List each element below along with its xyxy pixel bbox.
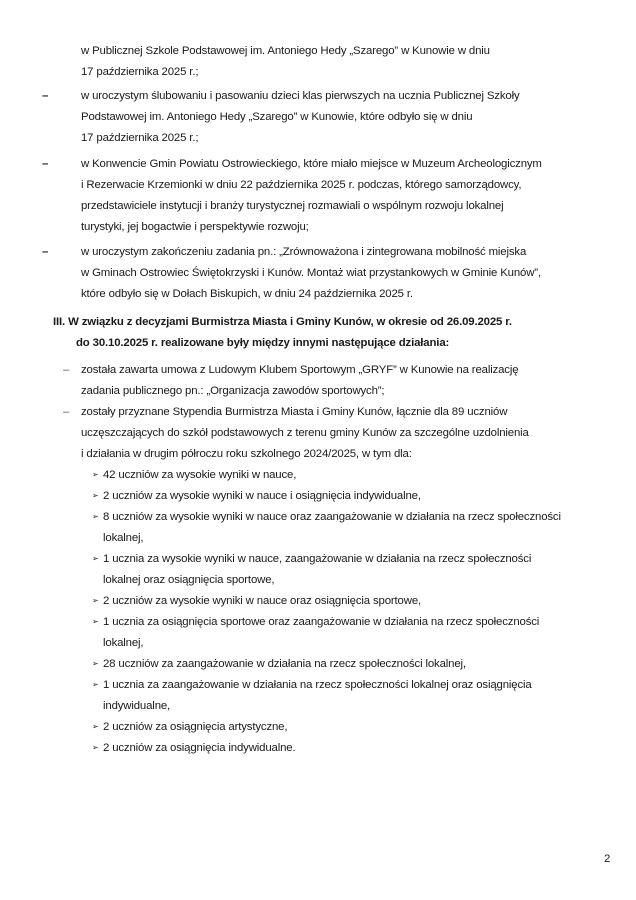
arrow-bullet-icon: ➢ xyxy=(92,680,99,689)
dash-bullet-icon: – xyxy=(42,158,49,170)
dash-bullet-icon: – xyxy=(63,406,70,418)
arrow-bullet-icon: ➢ xyxy=(92,617,99,626)
list-item-line: przedstawiciele instytucji i branży turystycznej rozmawiali o wspólnym rozwoju lokalnej xyxy=(81,200,504,212)
arrow-bullet-icon: ➢ xyxy=(92,491,99,500)
arrow-bullet-icon: ➢ xyxy=(92,743,99,752)
arrow-bullet-icon: ➢ xyxy=(92,554,99,563)
list-item-line: 17 października 2025 r.; xyxy=(81,132,199,144)
sub-list-item-line: 42 uczniów za wysokie wyniki w nauce, xyxy=(103,469,297,481)
list-item-line: i Rezerwacie Krzemionki w dniu 22 października 2025 r. podczas, którego samorządowcy, xyxy=(81,179,522,191)
sub-list-item-line: 2 uczniów za osiągnięcia artystyczne, xyxy=(103,721,288,733)
sub-list-item-line: 2 uczniów za osiągnięcia indywidualne. xyxy=(103,742,296,754)
list-item-line: Podstawowej im. Antoniego Hedy „Szarego” w Kunowie, które odbyło się w dniu xyxy=(81,111,473,123)
dash-bullet-icon: – xyxy=(63,364,70,376)
list-item-line: uczęszczających do szkół podstawowych z terenu gminy Kunów za szczególne uzdolnienia xyxy=(81,427,529,439)
section-heading-continuation: do 30.10.2025 r. realizowane były między innymi następujące działania: xyxy=(76,337,450,349)
sub-list-item-line: lokalnej, xyxy=(103,637,144,649)
arrow-bullet-icon: ➢ xyxy=(92,596,99,605)
sub-list-item-line: 1 ucznia za zaangażowanie w działania na rzecz społeczności lokalnej oraz osiągnięcia xyxy=(103,679,532,691)
arrow-bullet-icon: ➢ xyxy=(92,659,99,668)
list-item-line: i działania w drugim półroczu roku szkolnego 2024/2025, w tym dla: xyxy=(81,448,412,460)
list-item-line: turystyki, jej bogactwie i perspektywie rozwoju; xyxy=(81,221,309,233)
list-item-line: 17 października 2025 r.; xyxy=(81,66,199,78)
section-heading: III. W związku z decyzjami Burmistrza Miasta i Gminy Kunów, w okresie od 26.09.2025 r. xyxy=(53,316,512,328)
sub-list-item-line: 1 ucznia za wysokie wyniki w nauce, zaangażowanie w działania na rzecz społeczności xyxy=(103,553,532,565)
list-item-line: została zawarta umowa z Ludowym Klubem Sportowym „GRYF” w Kunowie na realizację xyxy=(81,364,519,376)
list-item-line: w uroczystym zakończeniu zadania pn.: „Zrównoważona i zintegrowana mobilność miejska xyxy=(81,246,527,258)
sub-list-item-line: 2 uczniów za wysokie wyniki w nauce oraz osiągnięcia sportowe, xyxy=(103,595,422,607)
arrow-bullet-icon: ➢ xyxy=(92,470,99,479)
sub-list-item-line: 1 ucznia za osiągnięcia sportowe oraz zaangażowanie w działania na rzecz społeczności xyxy=(103,616,540,628)
sub-list-item-line: lokalnej, xyxy=(103,532,144,544)
sub-list-item-line: 28 uczniów za zaangażowanie w działania na rzecz społeczności lokalnej, xyxy=(103,658,466,670)
sub-list-item-line: indywidualne, xyxy=(103,700,171,712)
sub-list-item-line: 8 uczniów za wysokie wyniki w nauce oraz zaangażowanie w działania na rzecz społeczności xyxy=(103,511,561,523)
list-item-line: w Publicznej Szkole Podstawowej im. Antoniego Hedy „Szarego” w Kunowie w dniu xyxy=(81,45,490,57)
list-item-line: w Gminach Ostrowiec Świętokrzyski i Kunów. Montaż wiat przystankowych w Gminie Kunów”, xyxy=(81,267,541,279)
arrow-bullet-icon: ➢ xyxy=(92,722,99,731)
list-item-line: zadania publicznego pn.: „Organizacja zawodów sportowych”; xyxy=(81,385,385,397)
page-number: 2 xyxy=(604,853,611,865)
dash-bullet-icon: – xyxy=(42,246,49,258)
dash-bullet-icon: – xyxy=(42,90,49,102)
sub-list-item-line: lokalnej oraz osiągnięcia sportowe, xyxy=(103,574,275,586)
list-item-line: które odbyło się w Dołach Biskupich, w dniu 24 października 2025 r. xyxy=(81,288,413,300)
list-item-line: zostały przyznane Stypendia Burmistrza Miasta i Gminy Kunów, łącznie dla 89 uczniów xyxy=(81,406,508,418)
list-item-line: w uroczystym ślubowaniu i pasowaniu dzieci klas pierwszych na ucznia Publicznej Szkoły xyxy=(81,90,520,102)
sub-list-item-line: 2 uczniów za wysokie wyniki w nauce i osiągnięcia indywidualne, xyxy=(103,490,421,502)
list-item-line: w Konwencie Gmin Powiatu Ostrowieckiego, które miało miejsce w Muzeum Archeologicznym xyxy=(81,158,542,170)
arrow-bullet-icon: ➢ xyxy=(92,512,99,521)
